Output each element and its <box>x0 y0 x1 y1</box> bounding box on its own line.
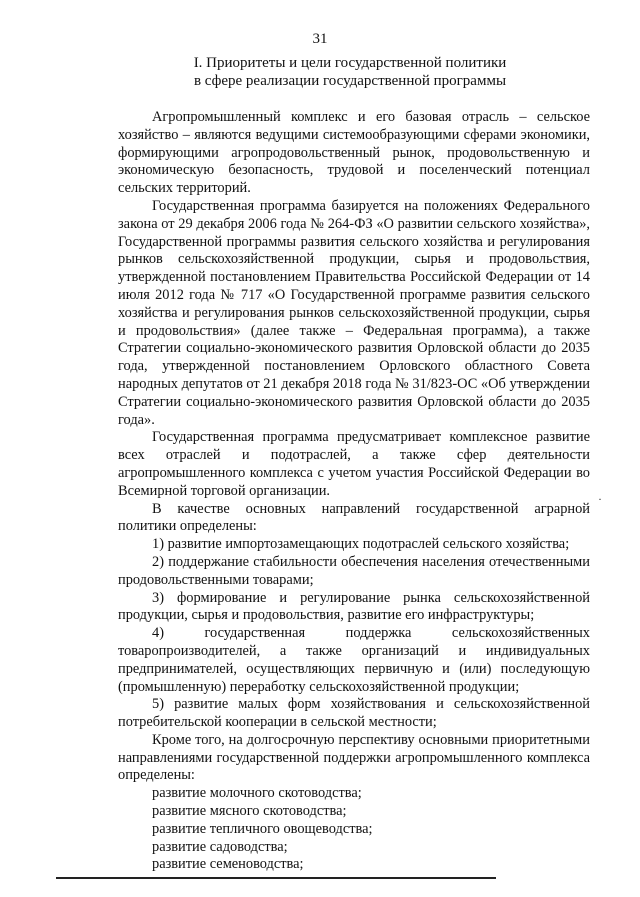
policy-direction-2: 2) поддержание стабильности обеспечения населения отечественными продовольственными товарами; <box>118 553 590 588</box>
paragraph-program-scope: Государственная программа предусматривает комплексное развитие всех отраслей и подотраслей, а также сфер деятельности агропромышленного комплекса с учетом участия Российской Федерации во Всемирной торговой организации. <box>118 429 590 499</box>
scan-artifact-dot: · <box>598 492 602 506</box>
priority-item-beef: развитие мясного скотоводства; <box>152 803 347 820</box>
document-body <box>118 109 590 874</box>
policy-direction-4: 4) государственная поддержка сельскохозяйственных товаропроизводителей, а также организаций и индивидуальных предпринимателей, осуществляющих первичную и (или) последующую (промышленную) переработку сельскохозяйственной продукции; <box>118 625 590 695</box>
section-heading-line-1: I. Приоритеты и цели государственной политики <box>193 55 507 71</box>
paragraph-long-term-priorities: Кроме того, на долгосрочную перспективу основными приоритетными направлениями государственной поддержки агропромышленного комплекса определены: <box>118 731 590 784</box>
section-heading-line-2: в сфере реализации государственной программы <box>193 73 507 89</box>
policy-direction-3: 3) формирование и регулирование рынка сельскохозяйственной продукции, сырья и продовольствия, развитие его инфраструктуры; <box>118 589 590 624</box>
bottom-divider <box>56 877 496 879</box>
priority-item-seed-production: развитие семеноводства; <box>152 856 304 873</box>
page-number: 31 <box>312 31 328 47</box>
paragraph-policy-directions-intro: В качестве основных направлений государственной аграрной политики определены: <box>118 500 590 535</box>
priority-item-greenhouse: развитие тепличного овощеводства; <box>152 820 373 837</box>
priority-item-horticulture: развитие садоводства; <box>152 838 288 855</box>
paragraph-legal-basis: Государственная программа базируется на положениях Федерального закона от 29 декабря 2006 года № 264-ФЗ «О развитии сельского хозяйства», Государственной программы развития сельского хозяйства и регулирования рынков сельскохозяйственной продукции, сырья и продовольствия, утвержденной постановлением Правительства Российской Федерации от 14 июля 2012 года № 717 «О Государственной программе развития сельского хозяйства и регулирования рынков сельскохозяйственной продукции, сырья и продовольствия» (далее также – Федеральная программа), а также Стратегии социально-экономического развития Орловской области до 2035 года, утвержденной постановлением Орловского областного Совета народных депутатов от 21 декабря 2018 года № 31/823-ОС «Об утверждении Стратегии социально-экономического развития Орловской области до 2035 года». <box>118 197 590 428</box>
priority-item-dairy: развитие молочного скотоводства; <box>152 785 362 802</box>
paragraph-agro-complex: Агропромышленный комплекс и его базовая отрасль – сельское хозяйство – являются ведущими системообразующими сферами экономики, формирующими агропродовольственный рынок, продовольственную и экономическую безопасность, трудовой и поселенческий потенциал сельских территорий. <box>118 109 590 197</box>
policy-direction-5: 5) развитие малых форм хозяйствования и сельскохозяйственной потребительской кооперации в сельской местности; <box>118 696 590 731</box>
policy-direction-1: 1) развитие импортозамещающих подотраслей сельского хозяйства; <box>152 536 570 553</box>
section-heading <box>90 54 610 90</box>
